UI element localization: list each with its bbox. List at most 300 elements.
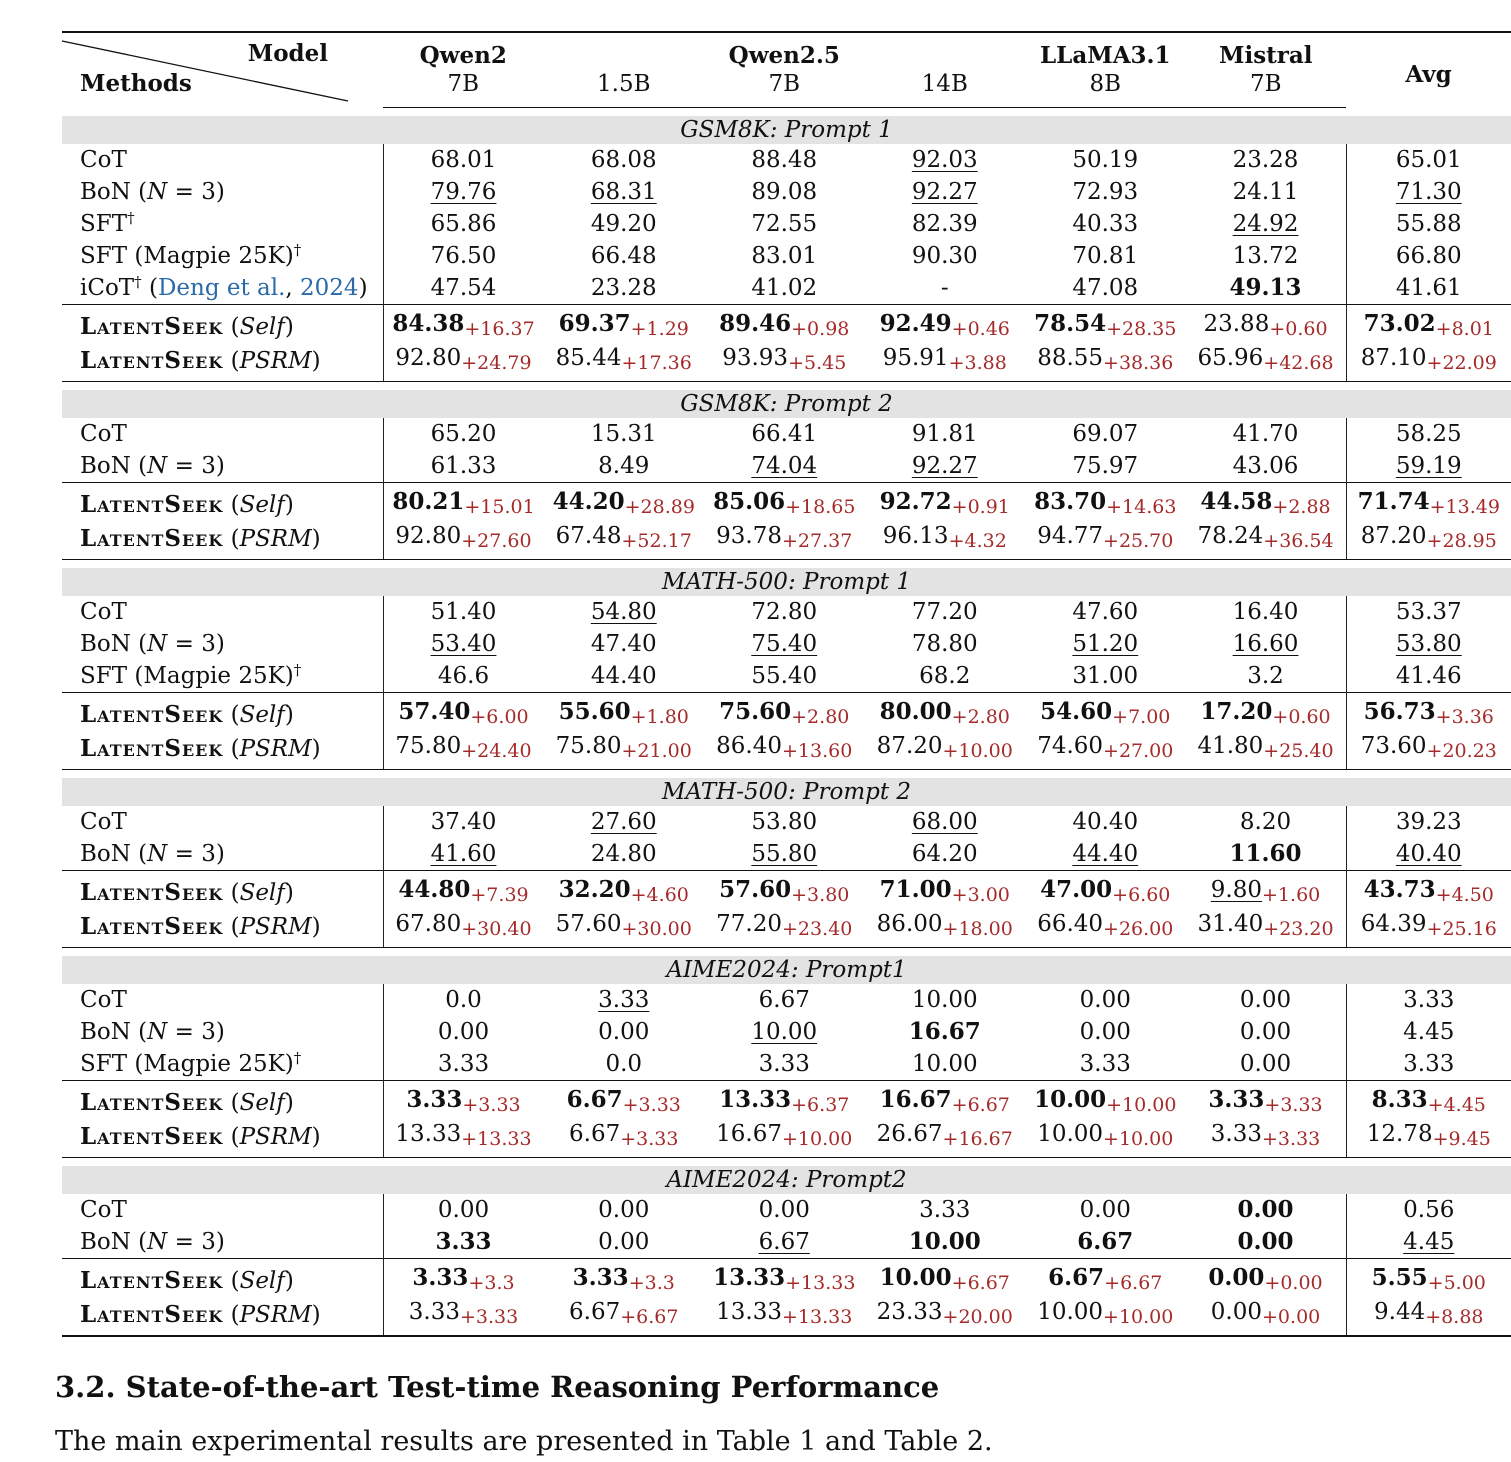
citation-link[interactable]: Deng et al. xyxy=(157,275,286,301)
value-text: 0.0 xyxy=(445,987,482,1013)
value-cell xyxy=(704,732,865,770)
delta-text: +4.32 xyxy=(948,530,1007,552)
value-cell xyxy=(1025,806,1186,838)
value-cell xyxy=(544,838,705,871)
delta-text: +3.00 xyxy=(951,884,1010,906)
value-text: 0.00 xyxy=(1079,1019,1131,1045)
value-text: 75.80 xyxy=(555,733,622,759)
avg-cell xyxy=(1346,240,1511,272)
value-cell xyxy=(383,208,544,240)
value-text: 74.04 xyxy=(751,453,818,479)
value-text: 72.93 xyxy=(1072,179,1139,205)
delta-text: +6.67 xyxy=(620,1306,679,1328)
avg-cell xyxy=(1346,1259,1511,1299)
value-cell xyxy=(383,910,544,948)
latentseek-row xyxy=(62,305,1511,345)
value-cell xyxy=(383,1298,544,1336)
value-cell xyxy=(1186,732,1347,770)
value-text: 43.06 xyxy=(1232,453,1299,479)
method-label-part: ( xyxy=(223,879,240,906)
value-cell xyxy=(865,806,1026,838)
value-cell xyxy=(383,344,544,382)
latentseek-row xyxy=(62,693,1511,733)
value-text: 6.67 xyxy=(1048,1264,1105,1291)
value-text: 55.40 xyxy=(751,663,818,689)
delta-text: +10.00 xyxy=(1103,1128,1174,1150)
value-cell xyxy=(544,596,705,628)
value-text: 66.80 xyxy=(1395,243,1462,269)
family-header-mistral: Mistral xyxy=(1219,42,1313,69)
value-text: 32.20 xyxy=(558,876,631,903)
value-text: 92.03 xyxy=(911,147,978,173)
method-variant: Self xyxy=(239,313,285,340)
size-header: 8B xyxy=(1025,70,1186,108)
method-variant: Self xyxy=(239,1267,285,1294)
value-text: 88.55 xyxy=(1037,345,1104,371)
value-text: 16.67 xyxy=(879,1086,952,1113)
value-cell xyxy=(383,1081,544,1121)
value-text: 31.00 xyxy=(1072,663,1139,689)
value-text: 31.40 xyxy=(1197,911,1264,937)
section-header-row xyxy=(62,568,1511,596)
value-cell xyxy=(383,984,544,1016)
delta-text: +0.60 xyxy=(1272,706,1331,728)
method-name: LatentSeek xyxy=(80,490,224,518)
value-cell xyxy=(704,344,865,382)
delta-text: +3.36 xyxy=(1435,706,1494,728)
value-cell xyxy=(865,483,1026,523)
value-text: 68.31 xyxy=(590,179,657,205)
delta-text: +28.89 xyxy=(624,496,695,518)
method-name: LatentSeek xyxy=(80,1123,224,1150)
method-label xyxy=(62,483,383,523)
value-text: 65.20 xyxy=(430,421,497,447)
delta-text: +10.00 xyxy=(1106,1094,1177,1116)
value-text: 78.54 xyxy=(1034,310,1107,337)
value-cell xyxy=(865,305,1026,345)
avg-cell xyxy=(1346,732,1511,770)
size-header: 7B xyxy=(1186,70,1347,108)
delta-text: +10.00 xyxy=(1103,1306,1174,1328)
value-text: 46.6 xyxy=(437,663,490,689)
value-cell xyxy=(704,1120,865,1158)
value-cell xyxy=(1025,1048,1186,1081)
value-cell xyxy=(1025,305,1186,345)
section-spacer xyxy=(62,560,1511,569)
value-cell xyxy=(1186,1226,1347,1259)
value-text: 68.08 xyxy=(590,147,657,173)
value-cell xyxy=(865,344,1026,382)
value-text: 53.80 xyxy=(1395,631,1462,657)
delta-text: +20.00 xyxy=(942,1306,1013,1328)
latentseek-row xyxy=(62,732,1511,770)
value-cell xyxy=(865,1259,1026,1299)
method-name: LatentSeek xyxy=(80,1266,224,1294)
avg-cell xyxy=(1346,144,1511,176)
value-text: 86.00 xyxy=(876,911,943,937)
value-text: 61.33 xyxy=(430,453,497,479)
avg-cell xyxy=(1346,483,1511,523)
value-text: 6.67 xyxy=(1077,1228,1134,1255)
value-cell xyxy=(865,1016,1026,1048)
delta-text: +13.33 xyxy=(461,1128,532,1150)
value-cell xyxy=(383,838,544,871)
latentseek-row xyxy=(62,1120,1511,1158)
value-text: 47.08 xyxy=(1072,275,1139,301)
value-cell xyxy=(383,732,544,770)
delta-text: +13.33 xyxy=(785,1272,856,1294)
value-text: 3.33 xyxy=(406,1086,463,1113)
section-spacer xyxy=(62,1158,1511,1167)
value-cell xyxy=(1186,871,1347,911)
value-cell xyxy=(1025,838,1186,871)
value-text: 79.76 xyxy=(430,179,497,205)
value-text: 83.70 xyxy=(1034,488,1107,515)
value-text: 3.2 xyxy=(1247,663,1284,689)
value-text: 44.58 xyxy=(1200,488,1273,515)
delta-text: +0.91 xyxy=(951,496,1010,518)
delta-text: +3.3 xyxy=(468,1272,515,1294)
method-name: = 3) xyxy=(167,1229,225,1255)
value-cell xyxy=(544,1194,705,1226)
delta-text: +1.80 xyxy=(630,706,689,728)
section-title: AIME2024: Prompt1 xyxy=(62,956,1511,984)
value-text: 17.20 xyxy=(1200,698,1273,725)
value-cell xyxy=(544,450,705,483)
latentseek-row xyxy=(62,1259,1511,1299)
value-cell xyxy=(865,660,1026,693)
method-label xyxy=(62,450,383,483)
section-header-row xyxy=(62,390,1511,418)
latentseek-row xyxy=(62,1081,1511,1121)
method-label-part: ) xyxy=(284,879,294,906)
method-name: LatentSeek xyxy=(80,913,224,940)
value-text: 24.92 xyxy=(1232,211,1299,237)
delta-text: +26.00 xyxy=(1103,918,1174,940)
method-label-part: ) xyxy=(284,1267,294,1294)
value-text: 67.80 xyxy=(395,911,462,937)
value-cell xyxy=(704,871,865,911)
method-name: = 3) xyxy=(167,179,225,205)
value-text: 44.40 xyxy=(1072,841,1139,867)
method-label xyxy=(62,418,383,450)
method-label xyxy=(62,1081,383,1121)
value-cell xyxy=(544,1048,705,1081)
value-text: 55.60 xyxy=(558,698,631,725)
value-cell xyxy=(1186,522,1347,560)
value-cell xyxy=(544,483,705,523)
value-text: 73.60 xyxy=(1360,733,1427,759)
method-name: LatentSeek xyxy=(80,525,224,552)
value-cell xyxy=(865,1120,1026,1158)
avg-cell xyxy=(1346,1081,1511,1121)
value-cell xyxy=(704,1048,865,1081)
delta-text: +2.80 xyxy=(951,706,1010,728)
delta-text: +18.00 xyxy=(942,918,1013,940)
value-cell xyxy=(1025,1194,1186,1226)
value-text: 92.80 xyxy=(395,345,462,371)
value-cell xyxy=(544,1016,705,1048)
table-row xyxy=(62,806,1511,838)
delta-text: +5.45 xyxy=(788,352,847,374)
value-cell xyxy=(383,144,544,176)
method-variant: PSRM xyxy=(239,1302,312,1328)
value-text: 44.40 xyxy=(590,663,657,689)
value-cell xyxy=(704,240,865,272)
value-text: 65.96 xyxy=(1197,345,1264,371)
value-cell xyxy=(1025,910,1186,948)
value-text: 8.33 xyxy=(1371,1086,1428,1113)
method-label xyxy=(62,984,383,1016)
value-text: 44.80 xyxy=(398,876,471,903)
delta-text: +4.45 xyxy=(1427,1094,1486,1116)
value-text: 3.33 xyxy=(1403,987,1455,1013)
value-text: 95.91 xyxy=(882,345,949,371)
method-param: N xyxy=(147,1019,168,1045)
value-text: 77.20 xyxy=(911,599,978,625)
value-text: 44.20 xyxy=(552,488,625,515)
method-label xyxy=(62,522,383,560)
value-cell xyxy=(865,272,1026,305)
method-label-part: ) xyxy=(311,736,321,762)
value-cell xyxy=(704,272,865,305)
value-cell xyxy=(544,1259,705,1299)
value-cell xyxy=(544,272,705,305)
delta-text: +13.33 xyxy=(782,1306,853,1328)
delta-text: +8.88 xyxy=(1425,1306,1484,1328)
value-text: 74.60 xyxy=(1037,733,1104,759)
method-name: LatentSeek xyxy=(80,700,224,728)
value-text: 0.00 xyxy=(437,1019,490,1045)
value-cell xyxy=(383,176,544,208)
value-cell xyxy=(865,910,1026,948)
value-cell xyxy=(544,1226,705,1259)
value-text: 16.40 xyxy=(1232,599,1299,625)
value-cell xyxy=(1025,1120,1186,1158)
value-text: 41.02 xyxy=(751,275,818,301)
value-text: 41.61 xyxy=(1395,275,1462,301)
value-text: 10.00 xyxy=(879,1264,952,1291)
size-header: 14B xyxy=(865,70,1026,108)
value-text: 72.55 xyxy=(751,211,818,237)
value-text: 10.00 xyxy=(1034,1086,1107,1113)
method-name: = 3) xyxy=(167,841,225,867)
value-cell xyxy=(865,693,1026,733)
value-cell xyxy=(1025,1016,1186,1048)
value-text: 54.80 xyxy=(590,599,657,625)
delta-text: +23.20 xyxy=(1263,918,1334,940)
delta-text: +4.50 xyxy=(1435,884,1494,906)
delta-text: +14.63 xyxy=(1106,496,1177,518)
value-text: 3.33 xyxy=(408,1299,460,1325)
avg-cell xyxy=(1346,418,1511,450)
value-cell xyxy=(1186,1048,1347,1081)
citation-year-link[interactable]: 2024 xyxy=(300,275,359,301)
value-text: 58.25 xyxy=(1395,421,1462,447)
method-label-part: ( xyxy=(223,1124,240,1150)
delta-text: +3.33 xyxy=(1262,1128,1321,1150)
method-variant: PSRM xyxy=(239,526,312,552)
delta-text: +42.68 xyxy=(1263,352,1334,374)
value-cell xyxy=(704,1081,865,1121)
table-row xyxy=(62,450,1511,483)
delta-text: +22.09 xyxy=(1426,352,1497,374)
table-row xyxy=(62,208,1511,240)
section-spacer xyxy=(62,382,1511,391)
delta-text: +10.00 xyxy=(942,740,1013,762)
family-header-qwen25: Qwen2.5 xyxy=(728,42,840,69)
section-title: GSM8K: Prompt 2 xyxy=(62,390,1511,418)
method-label-part: ) xyxy=(311,348,321,374)
value-cell xyxy=(383,693,544,733)
value-text: 5.55 xyxy=(1371,1264,1428,1291)
value-cell xyxy=(1186,144,1347,176)
avg-cell xyxy=(1346,1016,1511,1048)
spacer-cell xyxy=(62,108,1511,117)
value-cell xyxy=(1025,450,1186,483)
method-name: BoN ( xyxy=(80,1229,148,1255)
method-name: BoN ( xyxy=(80,453,148,479)
method-label-part: ( xyxy=(223,1089,240,1116)
value-cell xyxy=(1186,483,1347,523)
value-text: 0.00 xyxy=(1239,1019,1292,1045)
delta-text: +24.40 xyxy=(461,740,532,762)
value-cell xyxy=(544,208,705,240)
delta-text: +0.98 xyxy=(791,318,850,340)
method-label xyxy=(62,1048,383,1081)
methods-header-label: Methods xyxy=(80,70,192,97)
value-cell xyxy=(704,628,865,660)
value-cell xyxy=(383,596,544,628)
value-text: 39.23 xyxy=(1395,809,1462,835)
avg-cell xyxy=(1346,305,1511,345)
value-cell xyxy=(1025,272,1186,305)
table-body xyxy=(62,108,1511,1337)
value-text: 0.00 xyxy=(1079,987,1131,1013)
value-cell xyxy=(1186,208,1347,240)
method-label-part: ) xyxy=(284,1089,294,1116)
value-cell xyxy=(704,910,865,948)
value-text: 3.33 xyxy=(919,1197,971,1223)
value-text: 0.00 xyxy=(1210,1299,1263,1325)
value-cell xyxy=(865,1226,1026,1259)
delta-text: +0.60 xyxy=(1269,317,1328,340)
latentseek-row xyxy=(62,522,1511,560)
value-cell xyxy=(1186,1194,1347,1226)
value-cell xyxy=(544,693,705,733)
value-cell xyxy=(383,418,544,450)
value-cell xyxy=(1186,1259,1347,1299)
value-cell xyxy=(865,240,1026,272)
value-text: 71.00 xyxy=(879,876,952,903)
delta-text: +6.60 xyxy=(1112,884,1171,906)
table-row xyxy=(62,176,1511,208)
method-variant: PSRM xyxy=(239,348,312,374)
avg-cell xyxy=(1346,450,1511,483)
method-label xyxy=(62,660,383,693)
value-cell xyxy=(704,693,865,733)
table-row xyxy=(62,838,1511,871)
section-header-row xyxy=(62,116,1511,144)
value-cell xyxy=(1186,596,1347,628)
value-text: 41.60 xyxy=(430,841,497,867)
delta-text: +52.17 xyxy=(621,530,692,552)
value-text: 13.33 xyxy=(719,1086,792,1113)
value-cell xyxy=(1186,305,1347,345)
method-name: LatentSeek xyxy=(80,347,224,374)
value-cell xyxy=(1025,732,1186,770)
value-cell xyxy=(383,806,544,838)
value-text: 73.02 xyxy=(1363,310,1436,337)
value-text: 85.44 xyxy=(555,345,622,371)
method-name: CoT xyxy=(80,1197,127,1223)
avg-cell xyxy=(1346,1120,1511,1158)
method-name: iCoT xyxy=(80,275,135,301)
value-cell xyxy=(704,984,865,1016)
value-cell xyxy=(865,1298,1026,1336)
value-text: 0.00 xyxy=(1079,1197,1131,1223)
value-text: 41.80 xyxy=(1197,733,1264,759)
value-text: 4.45 xyxy=(1403,1229,1455,1255)
section-header-row xyxy=(62,956,1511,984)
method-variant: Self xyxy=(239,1089,285,1116)
value-text: 75.80 xyxy=(395,733,462,759)
method-label-part: ( xyxy=(223,1267,240,1294)
method-variant: PSRM xyxy=(239,1124,312,1150)
value-cell xyxy=(383,660,544,693)
value-text: 47.40 xyxy=(590,631,657,657)
method-label xyxy=(62,272,383,305)
value-cell xyxy=(1186,1298,1347,1336)
method-label xyxy=(62,305,383,345)
value-cell xyxy=(1025,418,1186,450)
value-text: 91.81 xyxy=(911,421,978,447)
table-row xyxy=(62,596,1511,628)
value-text: 49.20 xyxy=(590,211,657,237)
size-header: 1.5B xyxy=(544,70,705,108)
value-cell xyxy=(1025,240,1186,272)
method-name: = 3) xyxy=(167,631,225,657)
value-text: 6.67 xyxy=(566,1086,623,1113)
delta-text: +2.80 xyxy=(791,706,850,728)
value-cell xyxy=(544,1298,705,1336)
value-text: 6.67 xyxy=(569,1299,621,1325)
avg-cell xyxy=(1346,176,1511,208)
value-text: 13.33 xyxy=(395,1121,462,1147)
method-name: CoT xyxy=(80,421,127,447)
value-cell xyxy=(704,1226,865,1259)
value-text: 93.93 xyxy=(722,345,789,371)
delta-text: +6.67 xyxy=(1104,1272,1163,1294)
latentseek-row xyxy=(62,910,1511,948)
value-cell xyxy=(544,418,705,450)
value-cell xyxy=(1025,344,1186,382)
avg-cell xyxy=(1346,693,1511,733)
method-name: = 3) xyxy=(167,453,225,479)
method-label-part: ) xyxy=(311,1302,321,1328)
value-text: 77.20 xyxy=(716,911,783,937)
value-text: 92.27 xyxy=(911,453,978,479)
delta-text: +28.95 xyxy=(1426,530,1497,552)
delta-text: +23.40 xyxy=(782,918,853,940)
method-label xyxy=(62,1120,383,1158)
value-cell xyxy=(1025,1081,1186,1121)
value-cell xyxy=(383,628,544,660)
value-text: 0.00 xyxy=(598,1229,650,1255)
value-text: 3.33 xyxy=(437,1051,490,1077)
value-text: 3.33 xyxy=(1208,1086,1265,1113)
value-cell xyxy=(383,871,544,911)
